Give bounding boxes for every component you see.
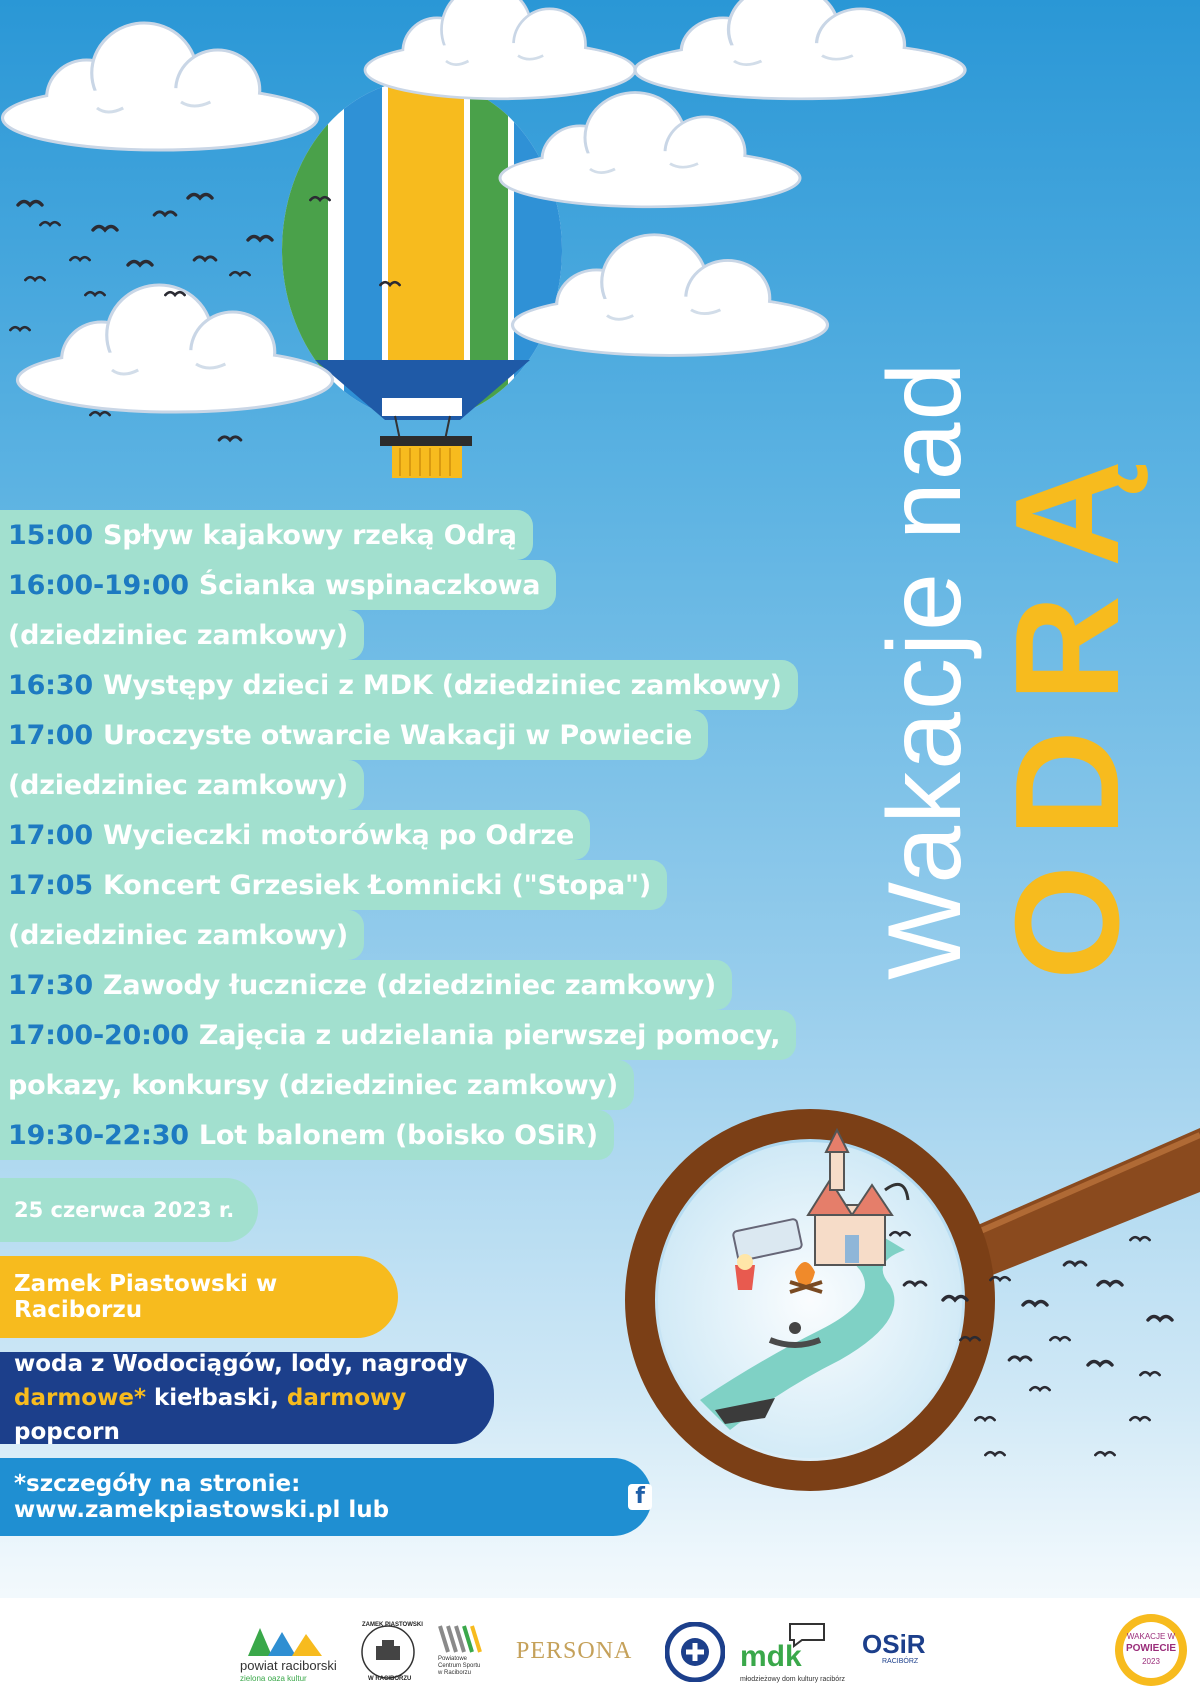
schedule-text: Uroczyste otwarcie Wakacji w Powiecie <box>102 719 693 751</box>
event-perks-tag <box>0 1352 494 1444</box>
perks-mid: kiełbaski, <box>145 1385 287 1411</box>
osir-name: OSiR <box>862 1629 926 1659</box>
schedule-row <box>0 910 740 960</box>
schedule-text: Zawody łucznicze (dziedziniec zamkowy) <box>102 969 717 1001</box>
schedule-text: Zajęcia z udzielania pierwszej pomocy, <box>198 1019 781 1051</box>
schedule-text: (dziedziniec zamkowy) <box>8 619 348 651</box>
facebook-icon[interactable]: f <box>628 1484 652 1510</box>
badge-line-1: WAKACJE W <box>1126 1632 1176 1641</box>
event-venue-tag <box>0 1256 398 1338</box>
schedule-row <box>0 960 740 1010</box>
perks-end: popcorn <box>14 1419 120 1445</box>
logo-powiat-raciborski <box>240 1620 335 1686</box>
schedule-list <box>0 510 782 1160</box>
event-venue: Zamek Piastowski w Raciborzu <box>14 1271 278 1323</box>
powiat-tagline: zielona oaza kultur <box>240 1674 307 1683</box>
osir-sub: RACIBÓRZ <box>882 1658 919 1665</box>
schedule-time: 17:05 <box>8 869 93 901</box>
schedule-time: 16:30 <box>8 669 93 701</box>
perks-free-sausages: darmowe* <box>14 1385 146 1411</box>
schedule-row <box>0 810 740 860</box>
title-line-odra: ODRĄ <box>985 432 1150 980</box>
schedule-time: 17:30 <box>8 969 93 1001</box>
schedule-row <box>0 1010 781 1060</box>
schedule-time: 16:00-19:00 <box>8 569 189 601</box>
schedule-row <box>0 710 740 760</box>
wopr-logo-icon <box>665 1622 725 1682</box>
schedule-row <box>0 860 740 910</box>
schedule-text: Występy dzieci z MDK (dziedziniec zamkowy) <box>102 669 782 701</box>
badge-line-2: POWIECIE <box>1125 1643 1176 1654</box>
hot-air-balloon <box>282 80 562 478</box>
perks-line-2 <box>14 1381 494 1449</box>
schedule-time: 19:30-22:30 <box>8 1119 189 1151</box>
zamek-logo-icon <box>360 1624 416 1680</box>
logo-wopr <box>665 1622 725 1682</box>
pcs-name: Powiatowe Centrum Sportu w Raciborzu <box>438 1656 481 1676</box>
schedule-text: Wycieczki motorówką po Odrze <box>102 819 575 851</box>
zamek-name: ZAMEK PIASTOWSKI <box>362 1622 423 1628</box>
mdk-name: mdk <box>740 1640 802 1673</box>
powiat-logo-icon <box>246 1622 326 1658</box>
schedule-time: 17:00 <box>8 819 93 851</box>
wopr-name <box>665 1622 668 1623</box>
event-date: 25 czerwca 2023 r. <box>14 1198 235 1222</box>
schedule-row <box>0 1060 740 1110</box>
schedule-time: 17:00-20:00 <box>8 1019 189 1051</box>
schedule-row <box>0 660 782 710</box>
schedule-time: 17:00 <box>8 719 93 751</box>
perks-free-popcorn: darmowy <box>286 1385 407 1411</box>
schedule-time: 15:00 <box>8 519 93 551</box>
badge-line-3: 2023 <box>1142 1657 1160 1666</box>
perks-line-1: woda z Wodociągów, lody, nagrody <box>14 1351 468 1377</box>
logo-persona: PERSONA <box>516 1638 633 1664</box>
wakacje-w-powiecie-badge <box>1113 1612 1189 1688</box>
powiat-name: powiat raciborski <box>240 1658 337 1673</box>
magnifying-glass <box>640 1124 1200 1476</box>
schedule-text: (dziedziniec zamkowy) <box>8 769 348 801</box>
schedule-row <box>0 560 740 610</box>
event-details-tag[interactable] <box>0 1458 652 1536</box>
schedule-text: pokazy, konkursy (dziedziniec zamkowy) <box>8 1069 619 1101</box>
schedule-text: Lot balonem (boisko OSiR) <box>198 1119 598 1151</box>
logo-pcs <box>438 1620 486 1686</box>
schedule-text: Koncert Grzesiek Łomnicki ("Stopa") <box>102 869 651 901</box>
schedule-text: (dziedziniec zamkowy) <box>8 919 348 951</box>
schedule-row <box>0 1110 740 1160</box>
schedule-row <box>0 510 740 560</box>
pcs-logo-icon <box>438 1624 482 1654</box>
logo-zamek-piastowski <box>358 1620 423 1686</box>
event-details-link[interactable]: *szczegóły na stronie: www.zamekpiastowski.pl lub <box>14 1471 390 1523</box>
zamek-sub: W RACIBORZU <box>368 1676 412 1682</box>
event-date-tag <box>0 1178 258 1242</box>
schedule-text: Ścianka wspinaczkowa <box>198 569 541 601</box>
schedule-text: Spływ kajakowy rzeką Odrą <box>102 519 517 551</box>
logo-osir <box>862 1630 932 1680</box>
mdk-sub: młodzieżowy dom kultury racibórz <box>740 1676 846 1683</box>
sponsor-logos <box>240 1620 940 1690</box>
logo-mdk <box>740 1622 846 1688</box>
schedule-row <box>0 610 740 660</box>
schedule-row <box>0 760 740 810</box>
title-line-wakacje-nad: Wakacje nad <box>867 360 983 980</box>
